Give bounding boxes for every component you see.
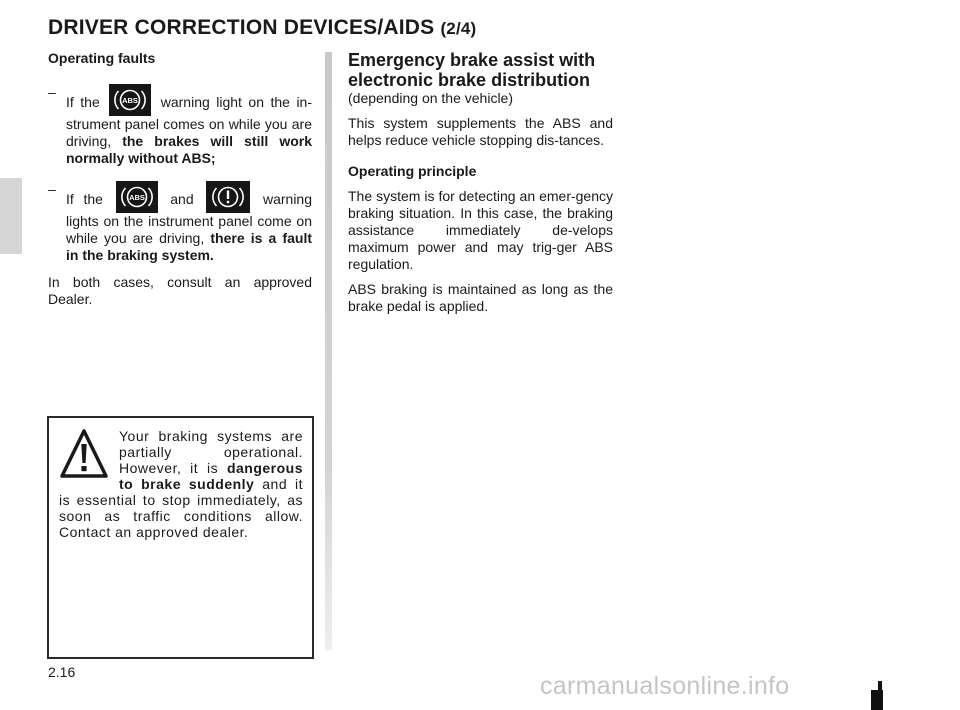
- section-title-line2: electronic brake distribution: [348, 70, 591, 90]
- brake-warning-icon: [206, 181, 250, 213]
- bullet1-before-icon: If the: [66, 94, 100, 110]
- page-title-text: DRIVER CORRECTION DEVICES/AIDS: [48, 16, 435, 39]
- abs-icon-text: ABS: [128, 193, 145, 202]
- abs-warning-icon: [116, 181, 158, 213]
- abs-warning-icon: [109, 84, 151, 116]
- operating-principle-heading: Operating principle: [348, 163, 477, 179]
- page-number: 2.16: [48, 664, 76, 680]
- column-divider: [325, 52, 332, 650]
- warning-triangle-icon: [59, 428, 109, 480]
- corner-mark: [871, 690, 883, 710]
- bullet-dash: –: [48, 84, 56, 100]
- intro-paragraph: This system supplements the ABS and helps reduce vehicle stopping dis-tances.: [348, 115, 613, 148]
- warning-text-end: and it is essential to stop immediately, as soon as traffic conditions allow. Contact an approved dealer.: [59, 476, 304, 540]
- bullet2-between: and: [170, 191, 194, 207]
- section-title-line1: Emergency brake assist with: [348, 50, 596, 70]
- bullet-abs-fault: [48, 84, 312, 167]
- page-title: [48, 16, 476, 40]
- bullet2-bold: there is a fault in the braking system.: [66, 230, 313, 263]
- bullet1-after-icon: warning light on the in-strument panel comes on while you are driving,: [66, 94, 312, 149]
- right-column: [348, 50, 613, 315]
- abs-icon-text: ABS: [122, 96, 139, 105]
- chapter-tab: [0, 178, 22, 254]
- bullet-brake-fault: [48, 181, 312, 264]
- section-subtitle: (depending on the vehicle): [348, 90, 514, 106]
- warning-box: [47, 416, 314, 659]
- operating-faults-heading: Operating faults: [48, 50, 156, 66]
- page-part: (2/4): [440, 19, 477, 38]
- watermark: carmanualsonline.info: [540, 672, 790, 700]
- principle-paragraph: The system is for detecting an emer-gency braking situation. In this case, the braking assistance immediately de-velops maximum power and may trig-ger ABS regulation.: [348, 188, 613, 272]
- bullet-dash: –: [48, 181, 56, 197]
- warning-content: [59, 428, 303, 540]
- left-column: [48, 50, 312, 308]
- warning-text-bold: dangerous to brake suddenly: [119, 460, 304, 492]
- bullet1-bold: the brakes will still work normally without ABS;: [66, 133, 312, 166]
- bullet2-before-icon: If the: [66, 191, 103, 207]
- abs-maintained-paragraph: ABS braking is maintained as long as the brake pedal is applied.: [348, 281, 613, 314]
- warning-text-start: Your braking systems are partially operational. However, it is: [119, 428, 303, 476]
- bullet2-after-icon: warning lights on the instrument panel come on while you are driving,: [66, 191, 312, 246]
- consult-dealer-text: In both cases, consult an approved Dealer.: [48, 274, 312, 307]
